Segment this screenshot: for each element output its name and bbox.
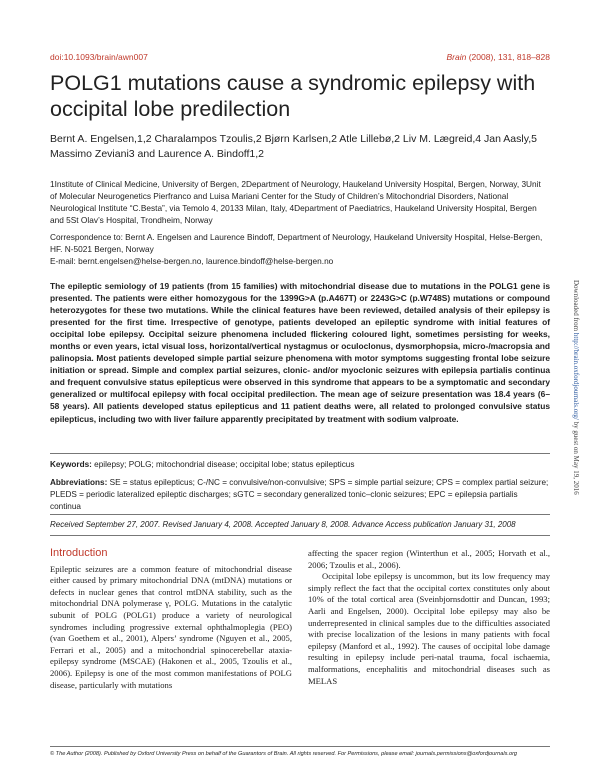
sidebar-link[interactable]: http://brain.oxfordjournals.org/: [572, 332, 580, 420]
section-heading: Introduction: [50, 547, 108, 559]
divider: [50, 535, 550, 536]
journal-ref: (2008), 131, 818–828: [468, 52, 550, 62]
correspondence-address: Correspondence to: Bernt A. Engelsen and Laurence Bindoff, Department of Neurology, Haukeland University Hospital, Helse-Bergen, HF. N-5021 Bergen, Norway: [50, 232, 543, 254]
right-column: [308, 548, 550, 687]
journal-citation: [446, 52, 550, 62]
journal-name: Brain: [446, 52, 467, 62]
abbreviations: [50, 477, 550, 513]
abstract: The epileptic semiology of 19 patients (from 15 families) with mitochondrial disease due to mutations in the POLG1 gene is presented. The patients were either homozygous for the 1399G>A (p.A467T) or 2243G>C (p.W748S) mutations or compound heterozygotes for these two mutations. While the clinical features have been reviewed, detailed analysis of their epilepsy is presented for the first time. Irrespective of genotype, patients developed an epileptic syndrome with initial features of occipital lobe epilepsy. Occipital seizure phenomena included flickering coloured light, sometimes persisting for weeks, months or even years, ictal visual loss, horizontal/vertical nystagmus or oculoclonus, dysmorphopsia, micro-/macropsia and palinopsia. Most patients developed simple partial seizure phenomena with motor symptoms suggesting frontal lobe seizure initiation or spread. Simple and complex partial seizures, clonic- and/or myoclonic seizures with epilepsia partialis continua and frequent convulsive status epilepticus were observed in this syndrome that appears to be a symptomatic and secondary generalized or multifocal epilepsy with focal occipital predilection. The mean age of seizure presentation was 18.4 years (6–58 years). All patients developed status epilepticus and 11 patient deaths were, all related to prolonged convulsive status epilepticus, including two with liver failure apparently precipitated by treatment with sodium valproate.: [50, 281, 550, 424]
intro-paragraph-continued: affecting the spacer region (Winterthun et al., 2005; Horvath et al., 2006; Tzoulis et al., 2006).: [308, 548, 550, 570]
intro-paragraph: Epileptic seizures are a common feature of mitochondrial disease either caused by primary mitochondrial DNA (mtDNA) mutations or defects in nuclear genes that control mtDNA stability, such as the mitochondrial DNA polymerase γ, POLG. Mutations in the catalytic subunit of POLG (POLG1) produce a variety of neurological syndromes including progressive external ophthalmoplegia (PEO) (van Goethem et al., 2001), Alpers’ syndrome (Nguyen et al., 2005, Ferrari et al., 2005) and a mitochondrial spinocerebellar ataxia-epilepsy syndrome (MSCAE) (Hakonen et al., 2005, Tzoulis et al., 2006). Epilepsy is one of the most common manifestations of POLG disease, particularly with mutations: [50, 563, 292, 690]
intro-paragraph: Occipital lobe epilepsy is uncommon, but its low frequency may simply reflect the fact that the occipital cortex constitutes only about 10% of the total cortical area (Sveinbjornsdottir and Duncan, 1993; Aarli and Engelsen, 2000). Occipital lobe epilepsy may also be underrepresented in clinical samples due to the difficulties associated with precise localization of the lesions in many patients with focal epilepsy (Manford et al., 1992). The causes of occipital lobe damage resulting in epilepsy include peri-natal trauma, focal ischaemia, malformations, encephalitis and mitochondrial diseases such as MELAS: [308, 571, 550, 686]
sidebar-prefix: Downloaded from: [572, 280, 580, 332]
keywords-text: epilepsy; POLG; mitochondrial disease; occipital lobe; status epilepticus: [94, 460, 355, 469]
affiliations: 1Institute of Clinical Medicine, University of Bergen, 2Department of Neurology, Haukeland University Hospital, Bergen, Norway, 3Unit of Molecular Neurogenetics Pierfranco and Luisa Mariani Center for the Study of Children’s Mitochondrial Disorders, National Neurological Institute “C.Besta”, via Temolo 4, 20133 Milan, Italy, 4Department of Paediatrics, Haukeland University Hospital, Bergen and 5St Olav’s Hospital, Trondheim, Norway: [50, 179, 541, 225]
abbreviations-text: SE = status epilepticus; C-/NC = convulsive/non-convulsive; SPS = simple partial seizure; CPS = complex partial seizure; PLEDS = periodic lateralized epileptic discharges; sGTC = secondary generalized tonic–clonic seizures; EPC = epilepsia partialis continua: [50, 478, 549, 511]
divider: [50, 746, 550, 747]
doi-link[interactable]: doi:10.1093/brain/awn007: [50, 52, 148, 62]
article-title: POLG1 mutations cause a syndromic epilepsy with occipital lobe predilection: [50, 71, 536, 121]
copyright-footer: © The Author (2008). Published by Oxford University Press on behalf of the Guarantors of Brain. All rights reserved. For Permissions, please email: journals.permissions@oxfordjournals.org: [50, 751, 518, 757]
abbreviations-label: Abbreviations:: [50, 478, 108, 487]
download-sidebar: [566, 280, 580, 530]
correspondence-email[interactable]: E-mail: bernt.engelsen@helse-bergen.no, laurence.bindoff@helse-bergen.no: [50, 256, 334, 266]
correspondence: [50, 231, 550, 267]
received-dates: Received September 27, 2007. Revised January 4, 2008. Accepted January 8, 2008. Advance Access publication January 31, 2008: [50, 520, 516, 529]
keywords-label: Keywords:: [50, 460, 92, 469]
header-line: [50, 52, 550, 62]
author-list: Bernt A. Engelsen,1,2 Charalampos Tzoulis,2 Bjørn Karlsen,2 Atle Lillebø,2 Liv M. Lægreid,4 Jan Aasly,5 Massimo Zeviani3 and Laurence A. Bindoff1,2: [50, 133, 537, 160]
keywords: [50, 459, 550, 471]
divider: [50, 453, 550, 454]
divider: [50, 514, 550, 515]
sidebar-suffix: by guest on May 19, 2016: [572, 421, 580, 495]
left-column: [50, 548, 292, 691]
